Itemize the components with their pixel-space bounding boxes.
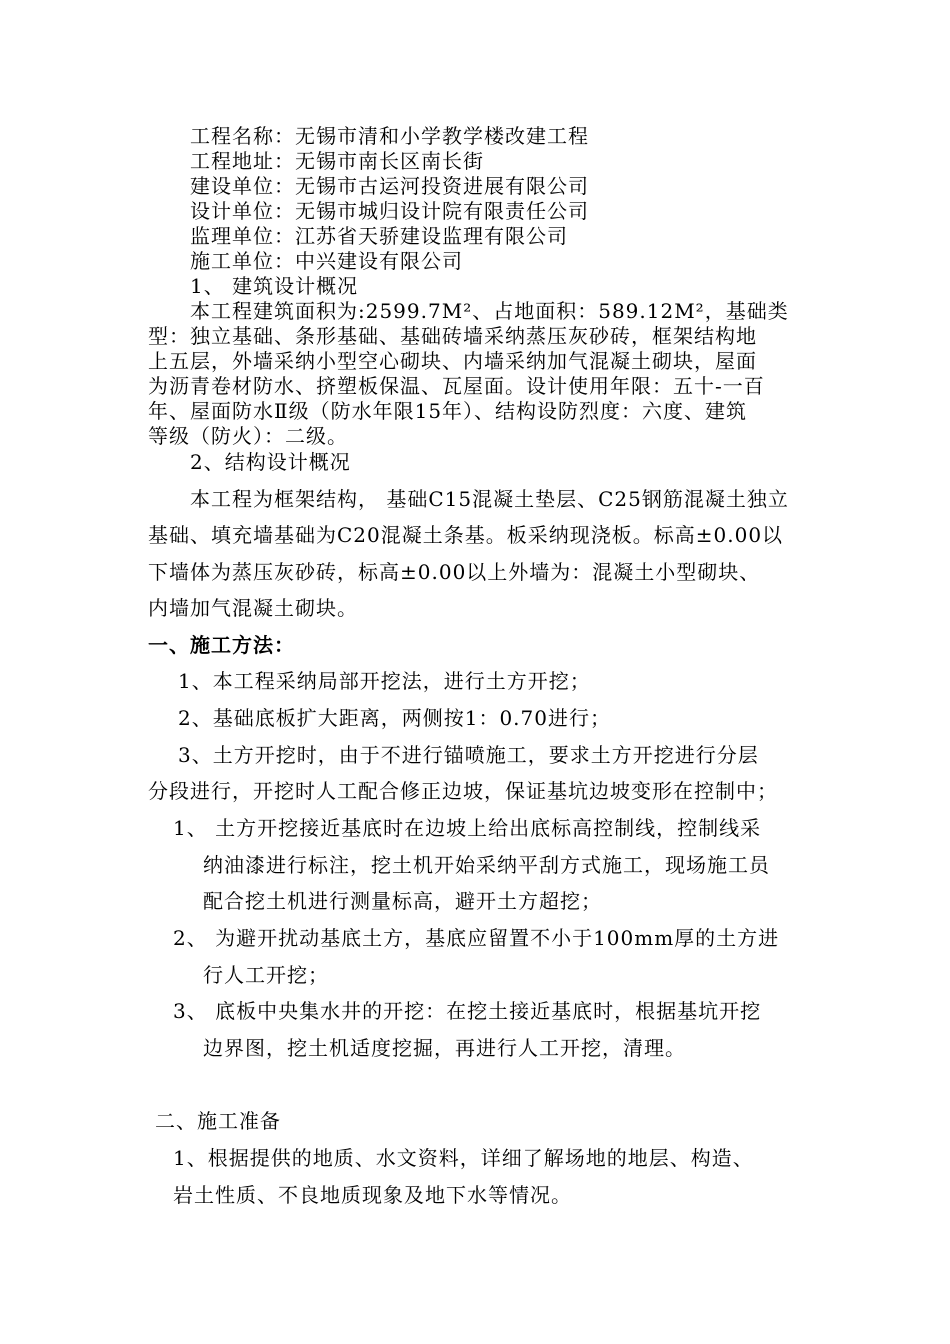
- project-builder: 建设单位：无锡市古运河投资进展有限公司: [190, 174, 589, 198]
- preparation-line: 岩土性质、不良地质现象及地下水等情况。: [173, 1183, 572, 1207]
- structure-line: 内墙加气混凝土砌块。: [148, 596, 358, 620]
- method-line: 3、 底板中央集水井的开挖：在挖土接近基底时，根据基坑开挖: [173, 999, 762, 1023]
- project-supervisor: 监理单位：江苏省天骄建设监理有限公司: [190, 224, 568, 248]
- architecture-line: 为沥青卷材防水、挤塑板保温、瓦屋面。设计使用年限：五十-一百: [148, 374, 765, 398]
- method-line: 2、 为避开扰动基底土方，基底应留置不小于100mm厚的土方进: [173, 926, 780, 950]
- method-line: 3、土方开挖时，由于不进行锚喷施工，要求土方开挖进行分层: [178, 743, 759, 767]
- method-line: 纳油漆进行标注，挖土机开始采纳平刮方式施工，现场施工员: [203, 853, 770, 877]
- project-name: 工程名称：无锡市清和小学教学楼改建工程: [190, 124, 589, 148]
- architecture-line: 本工程建筑面积为:2599.7M²、占地面积：589.12M²，基础类: [190, 299, 789, 323]
- architecture-line: 等级（防火）：二级。: [148, 424, 348, 448]
- structure-line: 下墙体为蒸压灰砂砖，标高±0.00以上外墙为：混凝土小型砌块、: [148, 560, 761, 584]
- method-line: 行人工开挖；: [203, 963, 329, 987]
- method-heading: 一、施工方法：: [148, 633, 295, 657]
- structure-heading: 2、结构设计概况: [190, 450, 351, 474]
- method-line: 1、 土方开挖接近基底时在边坡上给出底标高控制线，控制线采: [173, 816, 762, 840]
- structure-line: 本工程为框架结构， 基础C15混凝土垫层、C25钢筋混凝土独立: [190, 487, 789, 511]
- architecture-line: 型：独立基础、条形基础、基础砖墙采纳蒸压灰砂砖，框架结构地: [148, 324, 757, 348]
- architecture-line: 年、屋面防水Ⅱ级（防水年限15年）、结构设防烈度：六度、建筑: [148, 399, 748, 423]
- method-line: 边界图，挖土机适度挖掘，再进行人工开挖，清理。: [203, 1036, 686, 1060]
- project-contractor: 施工单位：中兴建设有限公司: [190, 249, 463, 273]
- method-line: 2、基础底板扩大距离，两侧按1：0.70进行；: [178, 706, 611, 730]
- method-line: 配合挖土机进行测量标高，避开土方超挖；: [203, 889, 602, 913]
- project-address: 工程地址：无锡市南长区南长街: [190, 149, 484, 173]
- project-designer: 设计单位：无锡市城归设计院有限责任公司: [190, 199, 589, 223]
- preparation-heading: 二、施工准备: [155, 1109, 281, 1133]
- method-line: 分段进行，开挖时人工配合修正边坡，保证基坑边坡变形在控制中；: [148, 779, 778, 803]
- architecture-heading: 1、 建筑设计概况: [190, 274, 359, 298]
- method-line: 1、本工程采纳局部开挖法，进行土方开挖；: [178, 669, 591, 693]
- structure-line: 基础、填充墙基础为C20混凝土条基。板采纳现浇板。标高±0.00以: [148, 523, 784, 547]
- preparation-line: 1、根据提供的地质、水文资料，详细了解场地的地层、构造、: [173, 1146, 754, 1170]
- architecture-line: 上五层，外墙采纳小型空心砌块、内墙采纳加气混凝土砌块，屋面: [148, 349, 757, 373]
